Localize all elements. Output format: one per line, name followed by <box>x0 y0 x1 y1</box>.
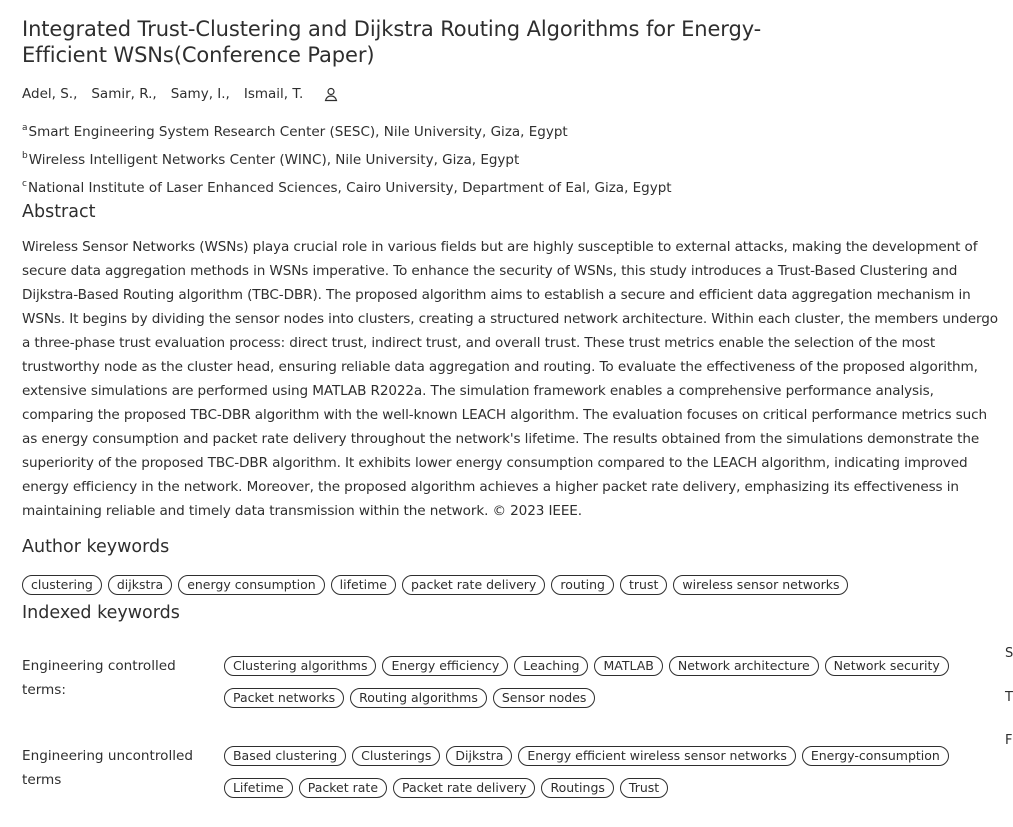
affiliation-marker: a <box>22 123 28 133</box>
abstract-text: Wireless Sensor Networks (WSNs) playa crucial role in various fields but are highly susceptible to external attacks, making the development of secure data aggregation methods in WSNs imperative. To enhance the security of WSNs, this study introduces a Trust-Based Clustering and Dijkstra-Based Routing algorithm (TBC-DBR). The proposed algorithm aims to establish a secure and efficient data aggregation mechanism in WSNs. It begins by dividing the sensor nodes into clusters, creating a structured network architecture. Within each cluster, the members undergo a three-phase trust evaluation process: direct trust, indirect trust, and overall trust. These trust metrics enable the selection of the most trustworthy node as the cluster head, ensuring reliable data aggregation and routing. To evaluate the effectiveness of the proposed algorithm, extensive simulations are performed using MATLAB R2022a. The simulation framework enables a comprehensive performance analysis, comparing the proposed TBC-DBR algorithm with the well-known LEACH algorithm. The evaluation focuses on critical performance metrics such as energy consumption and packet rate delivery throughout the network's lifetime. The results obtained from the simulations demonstrate the superiority of the proposed TBC-DBR algorithm. It exhibits lower energy consumption compared to the LEACH algorithm, indicating improved energy efficiency in the network. Moreover, the proposed algorithm achieves a higher packet rate delivery, emphasizing its effectiveness in maintaining reliable and timely data transmission within the network. © 2023 IEEE. <box>22 239 998 519</box>
affiliation-text: National Institute of Laser Enhanced Sciences, Cairo University, Department of Eal, Giza, Egypt <box>27 180 672 196</box>
keyword-chip[interactable]: Leaching <box>514 656 588 676</box>
keyword-chip[interactable]: Routing algorithms <box>350 688 487 708</box>
keyword-chip[interactable]: Energy efficiency <box>382 656 508 676</box>
keyword-chip[interactable]: Packet rate <box>299 778 387 798</box>
keyword-chip[interactable]: Routings <box>541 778 613 798</box>
uncontrolled-terms-row <box>22 744 1000 810</box>
clipped-sidebar-text: S <box>1005 646 1013 661</box>
keyword-chip[interactable]: MATLAB <box>594 656 662 676</box>
controlled-terms-list <box>224 654 1000 720</box>
affiliation-marker: c <box>22 179 27 189</box>
keyword-chip[interactable]: dijkstra <box>108 575 172 595</box>
author-link[interactable]: Samir, R., <box>91 86 157 102</box>
person-icon[interactable] <box>323 86 339 102</box>
uncontrolled-terms-label: Engineering uncontrolled terms <box>22 748 194 788</box>
affiliation-item <box>22 116 1000 144</box>
keyword-chip[interactable]: trust <box>620 575 667 595</box>
keyword-chip[interactable]: Energy efficient wireless sensor networks <box>518 746 795 766</box>
keyword-chip[interactable]: Sensor nodes <box>493 688 596 708</box>
document-page <box>22 16 1000 810</box>
author-keywords-heading: Author keywords <box>22 537 170 557</box>
keyword-chip[interactable]: Energy-consumption <box>802 746 949 766</box>
affiliation-list <box>22 116 1000 200</box>
clipped-sidebar-text: F <box>1005 733 1013 748</box>
affiliation-marker: b <box>22 151 28 161</box>
author-list <box>22 86 1000 102</box>
affiliation-text: Wireless Intelligent Networks Center (WINC), Nile University, Giza, Egypt <box>28 152 520 168</box>
keyword-chip[interactable]: Network architecture <box>669 656 819 676</box>
keyword-chip[interactable]: packet rate delivery <box>402 575 545 595</box>
clipped-sidebar-text: T <box>1005 690 1013 705</box>
abstract-heading: Abstract <box>22 202 96 222</box>
affiliation-item <box>22 172 1000 200</box>
page-title: Integrated Trust-Clustering and Dijkstra Routing Algorithms for Energy-Efficient WSNs(Conference Paper) <box>22 17 762 67</box>
affiliation-text: Smart Engineering System Research Center (SESC), Nile University, Giza, Egypt <box>28 124 568 140</box>
author-link[interactable]: Adel, S., <box>22 86 78 102</box>
affiliation-item <box>22 144 1000 172</box>
keyword-chip[interactable]: clustering <box>22 575 102 595</box>
keyword-chip[interactable]: Clusterings <box>352 746 440 766</box>
author-link[interactable]: Ismail, T. <box>243 86 304 102</box>
controlled-terms-row <box>22 654 1000 720</box>
keyword-chip[interactable]: lifetime <box>331 575 396 595</box>
keyword-chip[interactable]: energy consumption <box>178 575 324 595</box>
keyword-chip[interactable]: Clustering algorithms <box>224 656 377 676</box>
keyword-chip[interactable]: Packet networks <box>224 688 344 708</box>
keyword-chip[interactable]: Packet rate delivery <box>393 778 535 798</box>
keyword-chip[interactable]: routing <box>551 575 614 595</box>
keyword-chip[interactable]: wireless sensor networks <box>673 575 848 595</box>
indexed-keywords-heading: Indexed keywords <box>22 603 180 623</box>
author-link[interactable]: Samy, I., <box>170 86 230 102</box>
keyword-chip[interactable]: Network security <box>825 656 949 676</box>
uncontrolled-terms-list <box>224 744 1000 810</box>
controlled-terms-label: Engineering controlled terms: <box>22 658 176 698</box>
keyword-chip[interactable]: Based clustering <box>224 746 346 766</box>
keyword-chip[interactable]: Lifetime <box>224 778 293 798</box>
keyword-chip[interactable]: Trust <box>620 778 668 798</box>
keyword-chip[interactable]: Dijkstra <box>446 746 512 766</box>
